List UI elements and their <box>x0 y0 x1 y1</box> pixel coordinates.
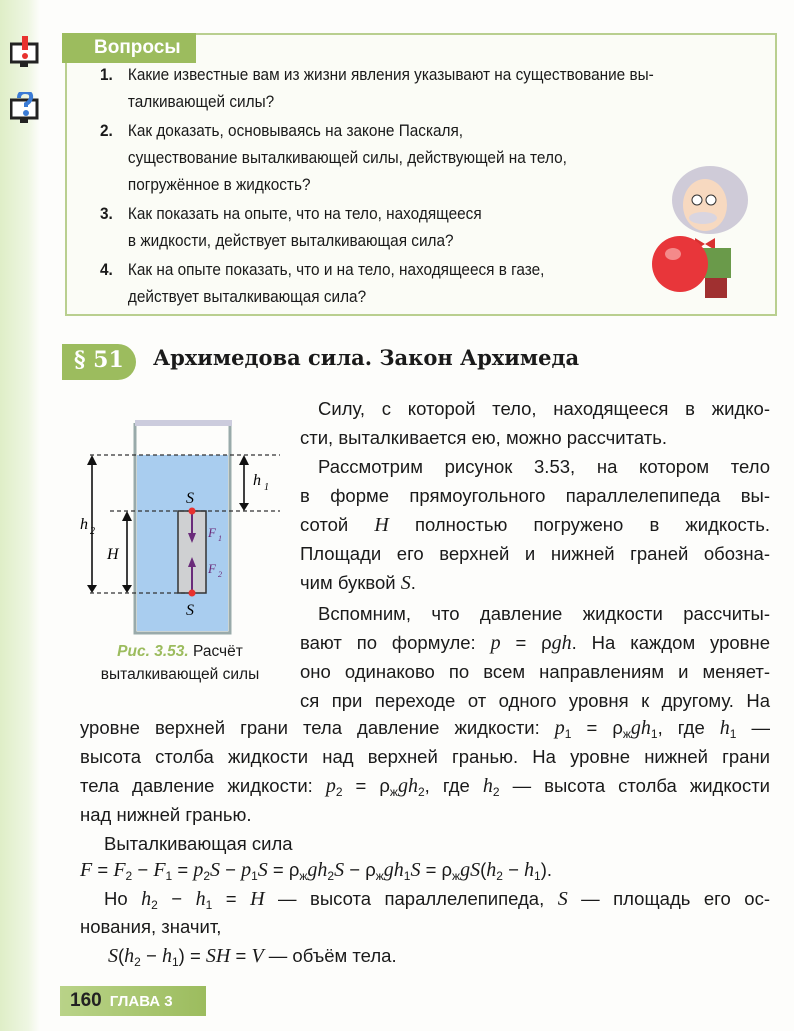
math-segment: 2 <box>151 898 158 912</box>
text-line <box>300 542 770 566</box>
math-segment: 2 <box>335 785 343 799</box>
text-segment: — <box>736 717 771 738</box>
page-number: 160 <box>70 990 102 1011</box>
text-segment: полностью погружено в жидкость. <box>388 514 770 535</box>
question-line: действует выталкивающая сила? <box>127 288 367 306</box>
label-sub: 2 <box>90 526 95 537</box>
math-segment: h <box>719 717 730 739</box>
math-segment: 2 <box>203 869 210 883</box>
text-line <box>104 887 770 917</box>
math-segment: 1 <box>165 869 173 883</box>
text-segment: − <box>220 859 242 880</box>
math-segment: ж <box>622 727 631 741</box>
math-segment: H <box>250 888 265 910</box>
math-segment: 2 <box>492 785 500 799</box>
math-segment: h <box>524 859 535 881</box>
text-segment: − <box>140 945 162 966</box>
math-segment: gh <box>630 717 651 739</box>
text-segment: — высота столба жидкости <box>499 775 771 796</box>
text-segment: = <box>172 859 194 880</box>
label-sub: 2 <box>218 570 222 579</box>
text-line <box>300 484 770 508</box>
text-segment: Выталкивающая сила <box>104 833 293 854</box>
question-line: в жидкости, действует выталкивающая сила? <box>127 232 454 250</box>
math-segment: 1 <box>403 869 411 883</box>
text-segment: = ρ <box>420 859 453 880</box>
math-segment: p <box>325 775 336 797</box>
question-line: погружённое в жидкость? <box>127 176 311 194</box>
label-S-top: S <box>186 490 194 507</box>
math-segment: 2 <box>134 955 141 969</box>
math-segment: h <box>486 859 497 881</box>
chapter-label: ГЛАВА 3 <box>109 993 173 1010</box>
text-line <box>104 832 404 856</box>
math-segment: gh <box>307 859 328 881</box>
text-line <box>80 858 770 888</box>
text-line <box>300 571 500 595</box>
text-line <box>300 689 770 713</box>
math-segment: h <box>141 888 152 910</box>
caption-number: Рис. 3.53. <box>117 643 189 660</box>
text-segment: ( <box>480 859 487 880</box>
math-segment: p <box>193 859 204 881</box>
question-line: существование выталкивающей силы, действующей на тело, <box>127 149 567 167</box>
text-line <box>300 513 770 537</box>
label-sub: 1 <box>218 534 222 543</box>
text-segment: = <box>230 945 252 966</box>
text-segment: ) = <box>178 945 206 966</box>
text-segment: Вспомним, что давление жидкости рассчиты- <box>318 603 770 624</box>
math-segment: 2 <box>496 869 503 883</box>
text-line <box>80 915 330 939</box>
text-segment: высота столба жидкости над верхней гранью. На уровне нижней грани <box>80 746 770 767</box>
text-segment: − <box>502 859 525 880</box>
text-line <box>318 455 770 479</box>
text-line <box>318 397 770 421</box>
text-segment: сотой <box>300 514 375 535</box>
text-segment: — объём тела. <box>263 945 397 966</box>
math-segment: V <box>251 945 264 967</box>
label-h1: h <box>253 472 261 489</box>
text-segment: над нижней гранью. <box>80 804 252 825</box>
label-H: H <box>107 546 119 563</box>
question-number: 4. <box>100 261 113 279</box>
question-line: Как показать на опыте, что на тело, находящееся <box>127 205 482 223</box>
math-segment: ж <box>452 869 461 883</box>
text-segment: = ρ <box>267 859 300 880</box>
text-line <box>80 774 770 804</box>
caption-text: Расчёт выталкивающей силы <box>100 643 260 683</box>
text-line <box>318 602 770 626</box>
math-segment: h <box>161 945 172 967</box>
section-number: § 51 <box>62 344 136 380</box>
text-segment: уровне верхней грани тела давление жидкости: <box>80 717 555 738</box>
math-segment: SH <box>205 945 231 967</box>
text-segment: Площади его верхней и нижней граней обозна- <box>300 543 770 564</box>
math-segment: h <box>124 945 135 967</box>
math-segment: 1 <box>564 727 572 741</box>
text-segment: = <box>212 888 251 909</box>
page-footer <box>60 986 206 1016</box>
text-line <box>300 631 770 655</box>
math-segment: ж <box>299 869 308 883</box>
math-segment: 1 <box>729 727 737 741</box>
math-segment: gh <box>383 859 404 881</box>
math-segment: 1 <box>251 869 258 883</box>
math-segment: S <box>334 859 345 881</box>
math-segment: 2 <box>327 869 335 883</box>
math-segment: F <box>153 859 166 881</box>
math-segment: p <box>241 859 252 881</box>
math-segment: gh <box>397 775 418 797</box>
text-segment: − <box>157 888 196 909</box>
text-segment: − ρ <box>344 859 376 880</box>
text-segment: . На каждом уровне <box>571 632 770 653</box>
text-segment: ( <box>118 945 125 966</box>
math-segment: 2 <box>125 869 133 883</box>
question-3 <box>100 201 621 255</box>
text-segment: чим буквой <box>300 572 401 593</box>
scientist-with-balloon-illustration <box>645 160 755 305</box>
text-segment: , где <box>424 775 483 796</box>
text-line <box>300 426 720 450</box>
label-S-bottom: S <box>186 602 194 619</box>
text-segment: = ρ <box>500 632 552 653</box>
text-segment: — площадь его ос- <box>567 888 770 909</box>
text-segment: Но <box>104 888 142 909</box>
question-monitor-icon <box>10 92 40 124</box>
math-segment: H <box>374 514 389 536</box>
math-segment: ж <box>375 869 384 883</box>
math-segment: ж <box>389 785 398 799</box>
text-segment: . <box>410 572 416 593</box>
text-segment: оно одинаково по всем направлениям и меняет- <box>300 661 770 682</box>
math-segment: p <box>490 632 501 654</box>
question-line: Как на опыте показать, что и на тело, находящееся в газе, <box>127 261 545 279</box>
label-sub: 1 <box>264 482 269 493</box>
math-segment: S <box>400 572 411 594</box>
math-segment: p <box>554 717 565 739</box>
question-number: 2. <box>100 122 113 140</box>
text-line <box>300 660 770 684</box>
text-line <box>80 745 770 769</box>
page-margin-strip <box>0 0 40 1031</box>
math-segment: 1 <box>171 955 179 969</box>
text-segment: Силу, с которой тело, находящееся в жидко- <box>318 398 770 419</box>
text-segment: вают по формуле: <box>300 632 491 653</box>
figure-3-53-diagram <box>80 415 290 635</box>
math-segment: S <box>210 859 220 881</box>
text-line <box>80 716 770 746</box>
math-segment: S <box>108 945 118 967</box>
question-number: 3. <box>100 205 113 223</box>
math-segment: S <box>257 859 268 881</box>
text-segment: , где <box>657 717 720 738</box>
text-segment: тела давление жидкости: <box>80 775 326 796</box>
label-h2: h <box>80 516 88 533</box>
question-1 <box>100 62 654 116</box>
text-segment: ). <box>540 859 553 880</box>
text-line <box>80 803 330 827</box>
math-segment: F <box>80 859 93 881</box>
question-2 <box>100 118 621 199</box>
section-title: Архимедова сила. Закон Архимеда <box>153 345 580 370</box>
text-segment: = <box>92 859 114 880</box>
text-line <box>108 944 508 974</box>
math-segment: F <box>113 859 126 881</box>
figure-caption <box>70 640 290 686</box>
math-segment: h <box>482 775 493 797</box>
question-4 <box>100 257 621 311</box>
text-segment: = ρ <box>342 775 390 796</box>
label-F1: F <box>208 525 216 540</box>
text-segment: — высота параллелепипеда, <box>264 888 558 909</box>
question-number: 1. <box>100 66 113 84</box>
math-segment: 1 <box>205 898 213 912</box>
math-segment: h <box>195 888 206 910</box>
question-line: Какие известные вам из жизни явления указывают на существование вы- <box>127 66 654 84</box>
text-segment: Рассмотрим рисунок 3.53, на котором тело <box>318 456 770 477</box>
text-segment: сти, выталкивается ею, можно рассчитать. <box>300 427 668 448</box>
question-line: Как доказать, основываясь на законе Паскаля, <box>127 122 464 140</box>
text-segment: нования, значит, <box>80 916 222 937</box>
exclamation-monitor-icon <box>10 36 40 68</box>
math-segment: S <box>410 859 421 881</box>
math-segment: 1 <box>534 869 541 883</box>
math-segment: gS <box>460 859 481 881</box>
text-segment: − <box>132 859 154 880</box>
question-line: талкивающей силы? <box>127 93 275 111</box>
math-segment: 1 <box>650 727 658 741</box>
math-segment: 2 <box>417 785 425 799</box>
label-F2: F <box>208 561 216 576</box>
questions-title: Вопросы <box>62 33 196 63</box>
text-segment: = ρ <box>571 717 623 738</box>
text-segment: ся при переходе от одного уровня к другому. На <box>300 690 770 711</box>
math-segment: S <box>557 888 568 910</box>
math-segment: gh <box>551 632 572 654</box>
text-segment: в форме прямоугольного параллелепипеда вы- <box>300 485 770 506</box>
